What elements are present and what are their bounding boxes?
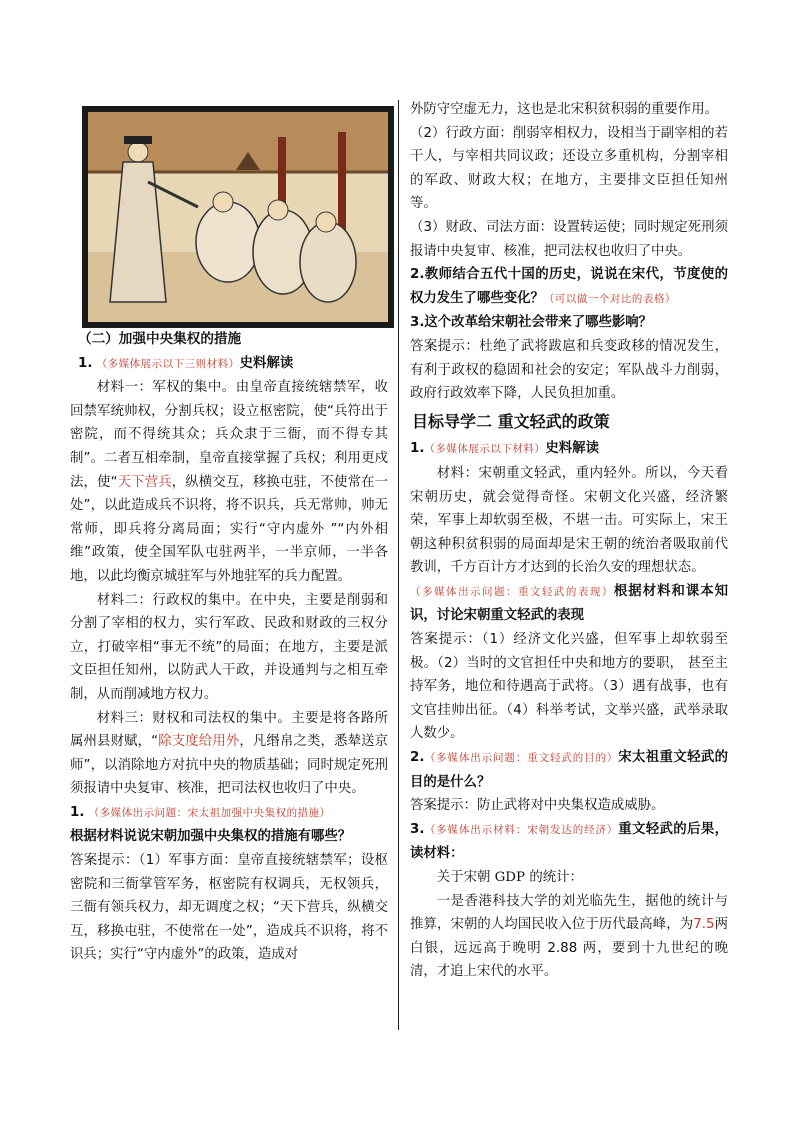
- media-note: （可以做一个对比的表格）: [543, 292, 676, 305]
- gdp-text: 一是香港科技大学的刘光临先生，据他的统计与推算，宋朝的人均国民收入位于历代最高峰，为7.5两白银，远远高于晚明 2.88 两，要到十九世纪的晚清，才追上宋代的水平。: [410, 893, 729, 980]
- material-2: 材料二：行政权的集中。在中央，主要是削弱和分割了宰相的权力，实行军政、民政和财政的三权分立，打破宰相“事无不统”的局面；在地方，主要是派文臣担任知州，以防武人干政，并设通判与之相互牵制，从而削减地方权力。: [70, 592, 388, 702]
- answer-hint-3: 答案提示：杜绝了武将跋扈和兵变政移的情况发生，有利于政权的稳固和社会的安定；军队战斗力削弱，政府行政效率下降，人民负担加重。: [410, 338, 728, 402]
- material-text: 材料：宋朝重文轻武，重内轻外。所以，今天看宋朝历史，就会觉得奇怪。宋朝文化兴盛，经济繁荣，军事上却软弱至极，不堪一击。可实际上，宋王朝这种积贫积弱的局面却是宋王朝的统治者吸取前代教训，千方百计方才达到的长治久安的理想状态。: [410, 465, 728, 576]
- section-heading-2: 目标导学二 重文轻武的政策: [412, 411, 610, 431]
- gdp-title: 关于宋朝 GDP 的统计：: [436, 870, 583, 885]
- media-note: （多媒体展示以下三则材料）: [96, 357, 240, 370]
- material-1: 材料一：军权的集中。由皇帝直接统辖禁军，收回禁军统帅权，分割兵权；设立枢密院，使“兵符出于密院，而不得统其众；兵众隶于三衙，而不得专其制”。二者互相牵制，皇帝直接掌握了兵权；利用更戍法，使“天下营兵，纵横交互，移换屯驻，不使常在一处”，以此造成兵不识将，将不识兵，兵无常帅，帅无常师，即兵将分离局面；实行“守内虚外 ”“内外相维”政策，使全国军队屯驻两半，一半京师，一半各地，以此均衡京城驻军与外地驻军的兵力配置。: [70, 380, 389, 584]
- material-3: 材料三：财权和司法权的集中。主要是将各路所属州县财赋，“除支度给用外，凡缗帛之类，悉辇送京师”，以消除地方对抗中央的物质基础；同时规定死刑须报请中央复审、核准，把司法权也收归了中央。: [70, 710, 389, 797]
- question-2: 2.教师结合五代十国的历史，说说在宋代，节度使的权力发生了哪些变化？（可以做一个对比的表格）: [410, 267, 728, 306]
- r-question-3: 2.（多媒体出示问题：重文轻武的目的）宋太祖重文轻武的目的是什么？: [410, 750, 729, 790]
- continued-text-2: （2）行政方面：削弱宰相权力，设相当于副宰相的若干人，与宰相共同议政；还设立多重机构，分割宰相的军政、财政大权；在地方，主要排文臣担任知州等。: [410, 125, 728, 212]
- continued-text-1: 外防守空虚无力，这也是北宋积贫积弱的重要作用。: [410, 102, 718, 117]
- media-note: （多媒体展示以下材料）: [424, 443, 546, 456]
- question-label: 史料解读: [239, 355, 294, 371]
- question-text: 根据材料说说宋朝加强中央集权的措施有哪些？: [70, 829, 352, 845]
- left-column: [70, 100, 388, 967]
- answer-hint-1: 答案提示：（1）军事方面：皇帝直接统辖禁军；设枢密院和三衙掌管军务，枢密院有权调兵，无权领兵，三衙有领兵权力，却无调度之权；“天下营兵，纵横交互，移换屯驻，不使常在一处”，造成兵不识将，将不识兵；实行“守内虚外”的政策，造成对: [70, 853, 388, 963]
- r-question-2: （多媒体出示问题：重文轻武的表现）根据材料和课本知识，讨论宋朝重文轻武的表现: [410, 583, 729, 624]
- song-court-scene-image: [88, 112, 388, 322]
- media-note: （多媒体出示问题：重文轻武的表现）: [410, 585, 614, 598]
- question-3: 3.这个改革给宋朝社会带来了哪些影响？: [410, 315, 653, 331]
- r-question-4: 3.（多媒体出示材料：宋朝发达的经济）重文轻武的后果，读材料：: [410, 821, 729, 862]
- continued-text-3: （3）财政、司法方面：设置转运使；同时规定死刑须报请中央复审、核准，把司法权也收归了中央。: [410, 219, 728, 259]
- answer-hint-r2: 答案提示：（1）经济文化兴盛，但军事上却软弱至极。（2）当时的文官担任中央和地方的要职， 甚至主持军务，地位和待遇高于武将。（3）遇有战事，也有文官挂帅出征。（4）科举考试，文举兴盛，武举录取人数少。: [410, 632, 728, 742]
- question-1-header: 1. （多媒体展示以下三则材料）史料解读: [78, 355, 294, 371]
- media-note: （多媒体出示问题：重文轻武的目的）: [424, 752, 619, 765]
- media-note: （多媒体出示问题：宋太祖加强中央集权的措施）: [88, 806, 331, 819]
- answer-hint-r3: 答案提示：防止武将对中央集权造成威胁。: [410, 798, 665, 814]
- column-divider: [398, 100, 399, 1030]
- illustration-image: [82, 106, 394, 328]
- media-note: （多媒体出示材料：宋朝发达的经济）: [424, 823, 619, 836]
- r-question-1-header: 1.（多媒体展示以下材料）史料解读: [410, 441, 599, 457]
- right-column: [410, 98, 728, 984]
- section-title: （二）加强中央集权的措施: [78, 331, 242, 347]
- question-2-header: 1. （多媒体出示问题：宋太祖加强中央集权的措施） 根据材料说说宋朝加强中央集权的措施有哪些？: [70, 804, 352, 845]
